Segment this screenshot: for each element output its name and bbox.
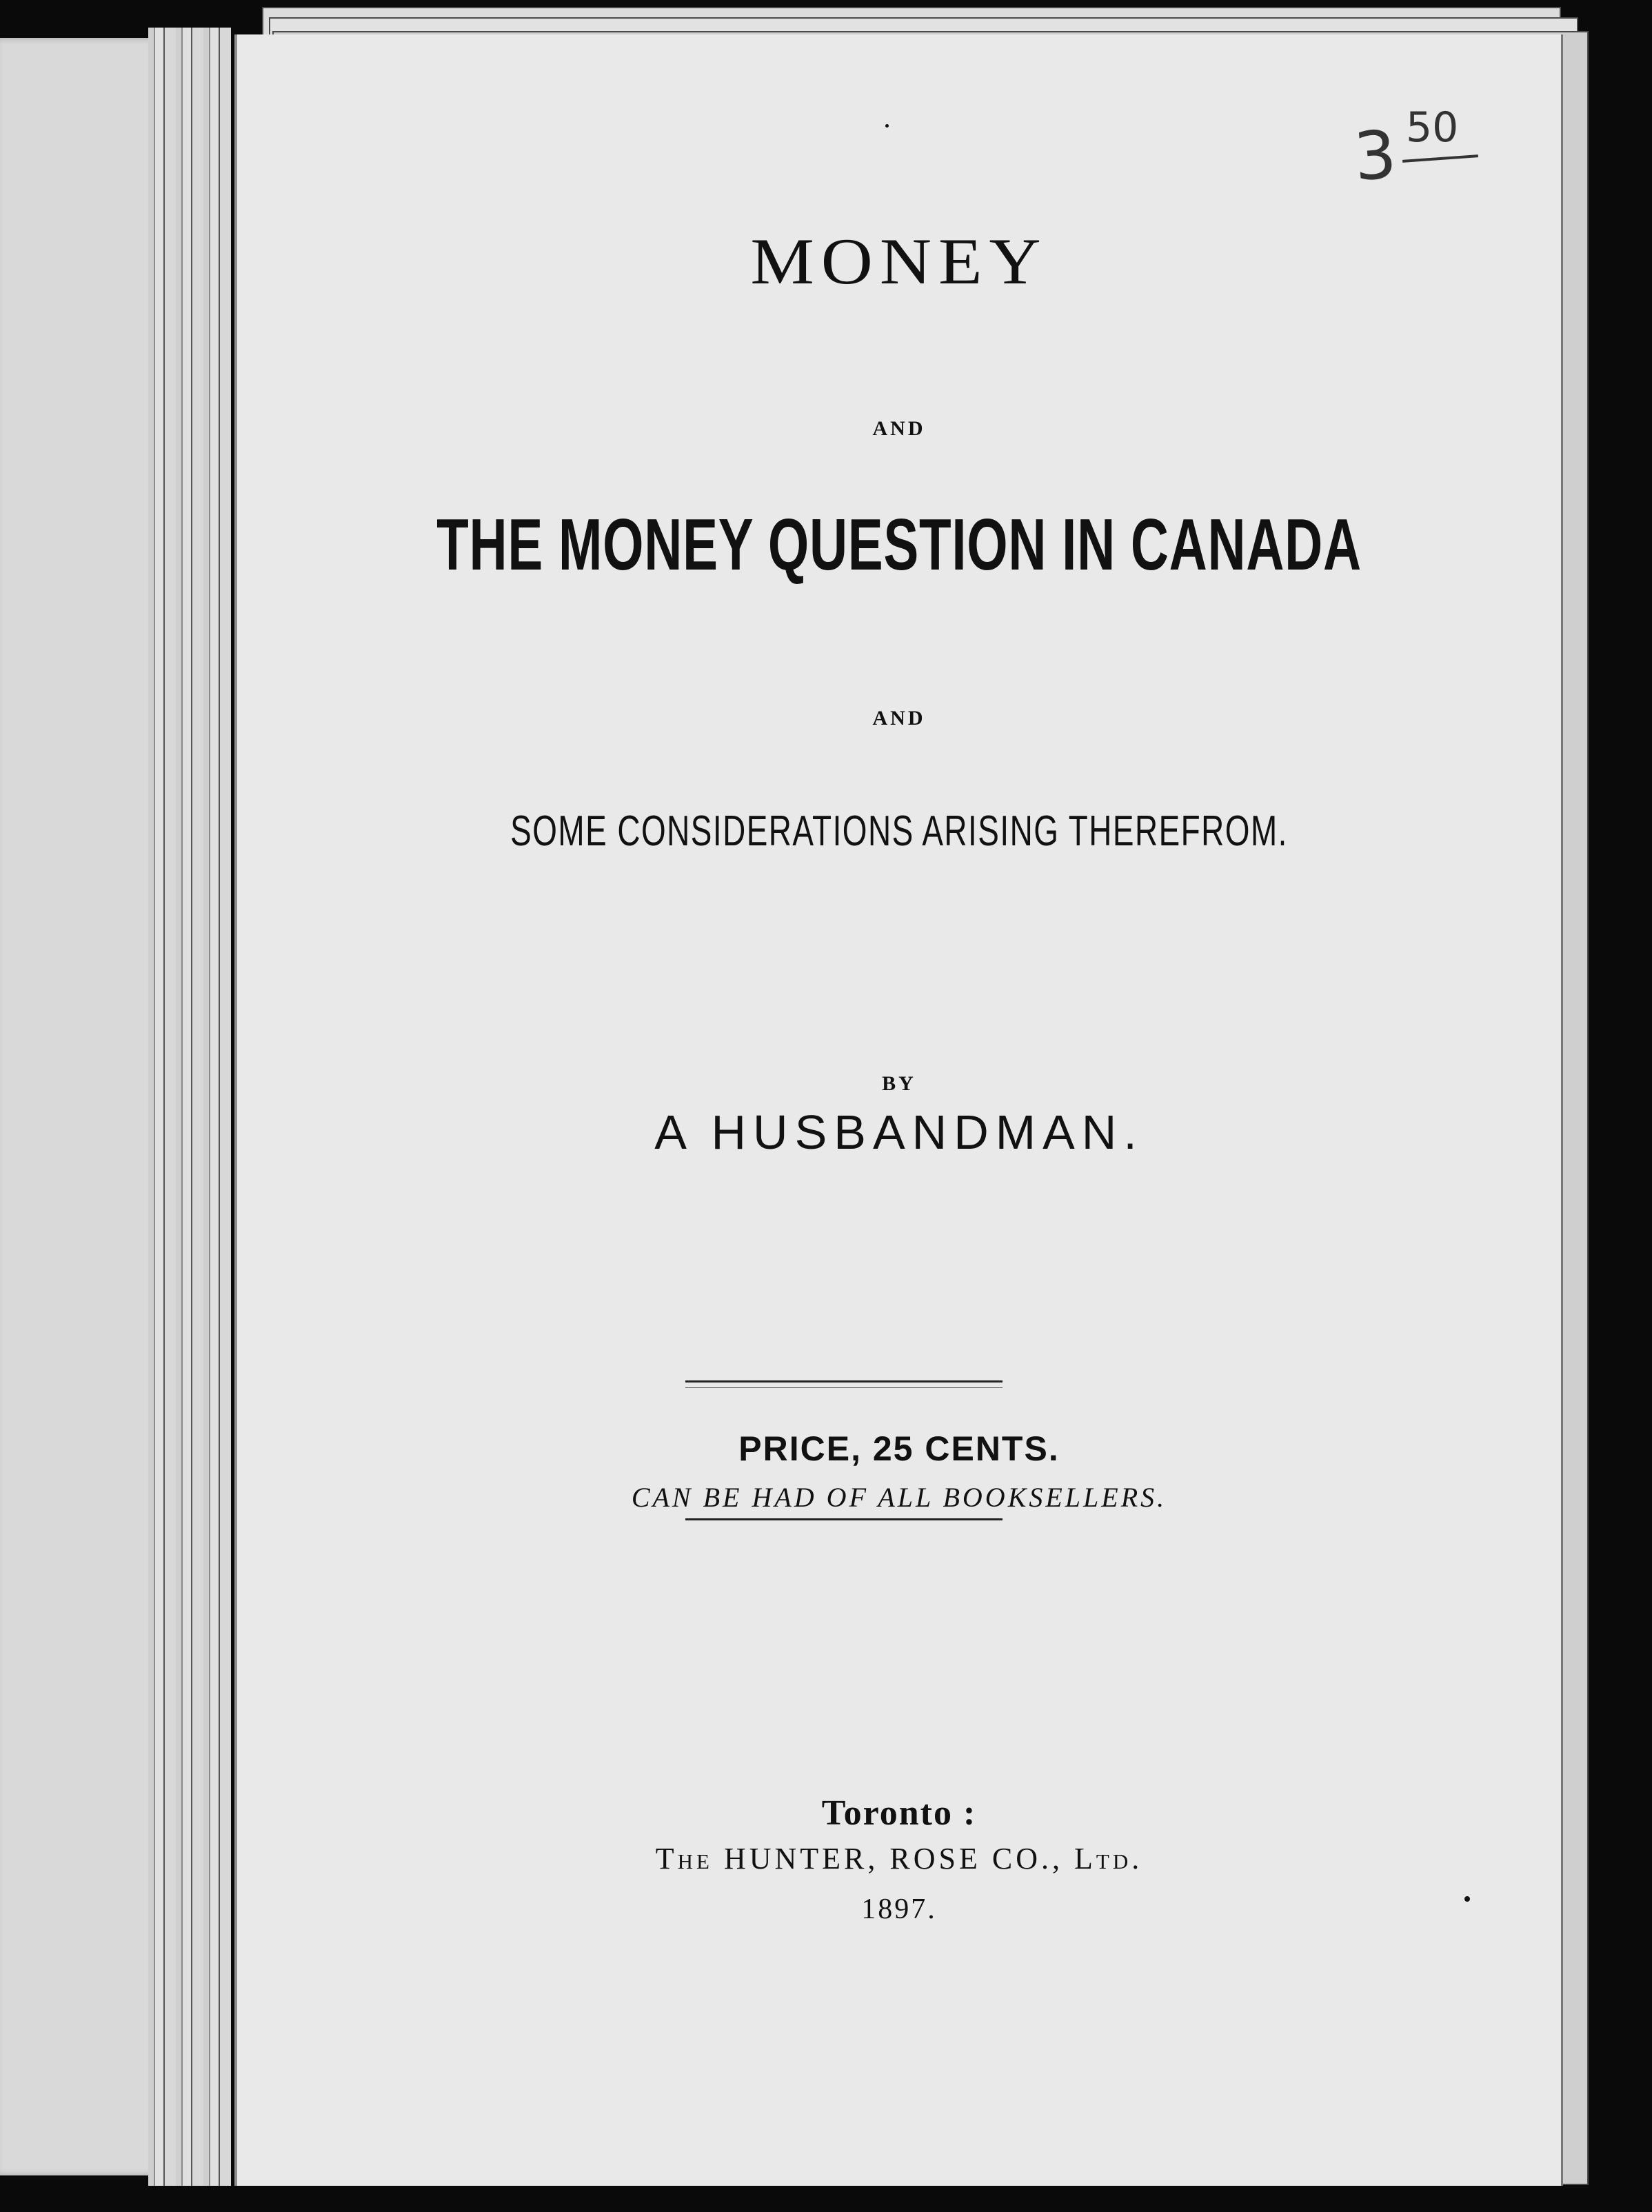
pencil-underline bbox=[1402, 154, 1478, 163]
availability-line: CAN BE HAD OF ALL BOOKSELLERS. bbox=[631, 1482, 1167, 1513]
publisher-name: The HUNTER, ROSE CO., Ltd. bbox=[655, 1842, 1143, 1876]
publication-city: Toronto : bbox=[821, 1793, 977, 1833]
book-title: MONEY bbox=[750, 225, 1048, 299]
pencil-price-annotation bbox=[1351, 103, 1533, 214]
ink-speck bbox=[1464, 1896, 1470, 1902]
pencil-superscript: 50 bbox=[1406, 103, 1459, 152]
price-line: PRICE, 25 CENTS. bbox=[738, 1429, 1060, 1468]
title-page bbox=[234, 34, 1561, 2186]
ink-speck bbox=[885, 124, 889, 128]
author-name: A HUSBANDMAN. bbox=[654, 1105, 1144, 1159]
divider-rule bbox=[685, 1518, 1003, 1520]
conjunction-and: AND bbox=[872, 417, 926, 440]
publication-year: 1897. bbox=[861, 1893, 937, 1925]
book-gutter bbox=[148, 28, 231, 2186]
pencil-numeral: 3 bbox=[1351, 116, 1399, 196]
divider-rule bbox=[685, 1380, 1003, 1382]
subtitle: SOME CONSIDERATIONS ARISING THEREFROM. bbox=[510, 807, 1288, 855]
main-title: THE MONEY QUESTION IN CANADA bbox=[436, 504, 1362, 585]
conjunction-and: AND bbox=[872, 707, 926, 730]
previous-page-leaf bbox=[0, 38, 159, 2175]
byline-label: BY bbox=[882, 1072, 916, 1095]
divider-rule bbox=[685, 1387, 1003, 1388]
